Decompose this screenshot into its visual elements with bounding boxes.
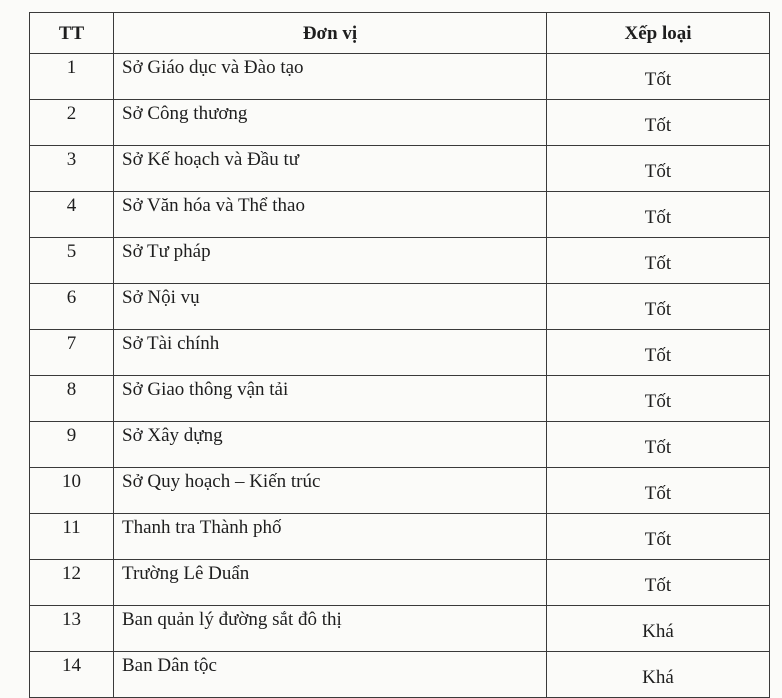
unit-name: Sở Giao thông vận tải: [114, 376, 547, 422]
unit-name: Sở Kế hoạch và Đầu tư: [114, 146, 547, 192]
row-number: 9: [30, 422, 114, 468]
table-row: [30, 376, 770, 422]
table-row: [30, 284, 770, 330]
row-number: 6: [30, 284, 114, 330]
unit-name: Sở Tài chính: [114, 330, 547, 376]
table-row: [30, 560, 770, 606]
grade-value: Tốt: [547, 100, 770, 146]
unit-name: Sở Nội vụ: [114, 284, 547, 330]
unit-name: Sở Tư pháp: [114, 238, 547, 284]
grade-value: Tốt: [547, 284, 770, 330]
grade-value: Tốt: [547, 238, 770, 284]
unit-name: Thanh tra Thành phố: [114, 514, 547, 560]
grade-value: Tốt: [547, 192, 770, 238]
table-row: [30, 54, 770, 100]
table-row: [30, 192, 770, 238]
grade-value: Tốt: [547, 330, 770, 376]
grade-value: Tốt: [547, 376, 770, 422]
row-number: 13: [30, 606, 114, 652]
unit-name: Sở Giáo dục và Đào tạo: [114, 54, 547, 100]
table-row: [30, 238, 770, 284]
row-number: 4: [30, 192, 114, 238]
unit-name: Sở Công thương: [114, 100, 547, 146]
grade-value: Khá: [547, 652, 770, 698]
grade-value: Tốt: [547, 560, 770, 606]
grade-value: Khá: [547, 606, 770, 652]
unit-name: Ban Dân tộc: [114, 652, 547, 698]
unit-name: Ban quản lý đường sắt đô thị: [114, 606, 547, 652]
row-number: 14: [30, 652, 114, 698]
table-row: [30, 468, 770, 514]
row-number: 3: [30, 146, 114, 192]
row-number: 2: [30, 100, 114, 146]
grade-value: Tốt: [547, 468, 770, 514]
unit-name: Sở Xây dựng: [114, 422, 547, 468]
unit-name: Trường Lê Duẩn: [114, 560, 547, 606]
grade-value: Tốt: [547, 514, 770, 560]
table-row: [30, 146, 770, 192]
header-unit: Đơn vị: [114, 13, 547, 54]
grade-value: Tốt: [547, 146, 770, 192]
table-row: [30, 652, 770, 698]
row-number: 7: [30, 330, 114, 376]
header-grade: Xếp loại: [547, 13, 770, 54]
table-row: [30, 330, 770, 376]
table-row: [30, 100, 770, 146]
row-number: 10: [30, 468, 114, 514]
row-number: 11: [30, 514, 114, 560]
row-number: 5: [30, 238, 114, 284]
table-row: [30, 606, 770, 652]
grade-value: Tốt: [547, 54, 770, 100]
table-header: [30, 13, 770, 54]
row-number: 8: [30, 376, 114, 422]
table-row: [30, 422, 770, 468]
table-row: [30, 514, 770, 560]
row-number: 12: [30, 560, 114, 606]
header-row: [30, 13, 770, 54]
header-tt: TT: [30, 13, 114, 54]
unit-name: Sở Quy hoạch – Kiến trúc: [114, 468, 547, 514]
ranking-table: [29, 12, 770, 698]
unit-name: Sở Văn hóa và Thể thao: [114, 192, 547, 238]
grade-value: Tốt: [547, 422, 770, 468]
table-body: [30, 54, 770, 698]
row-number: 1: [30, 54, 114, 100]
